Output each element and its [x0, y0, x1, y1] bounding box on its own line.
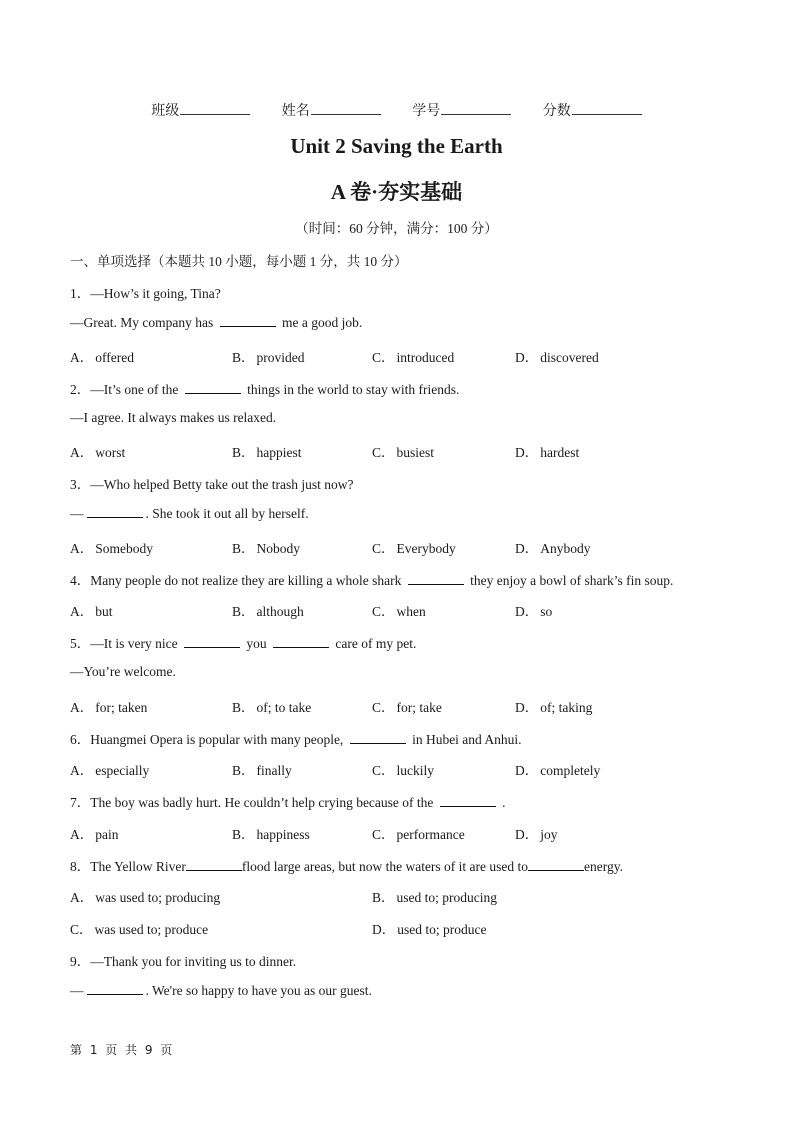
- name-field[interactable]: 姓名: [282, 100, 381, 120]
- question-text: . She took it out all by herself.: [145, 506, 309, 521]
- option-letter: B．: [232, 604, 255, 619]
- question-3-line: [70, 505, 309, 522]
- question-3-line: [70, 473, 353, 493]
- question-number: 5．: [70, 636, 91, 651]
- option-a[interactable]: [70, 441, 125, 461]
- option-letter: C．: [372, 445, 395, 460]
- option-text: hardest: [540, 445, 580, 460]
- option-text: Everybody: [396, 541, 456, 556]
- option-letter: C．: [372, 541, 395, 556]
- option-letter: D．: [515, 827, 539, 842]
- option-d[interactable]: [515, 600, 552, 620]
- option-a[interactable]: [70, 600, 113, 620]
- option-letter: C．: [372, 350, 395, 365]
- question-number: 1．: [70, 286, 91, 301]
- option-letter: A．: [70, 700, 94, 715]
- question-text: —It’s one of the: [90, 382, 182, 397]
- option-letter: B．: [232, 700, 255, 715]
- document-subtitle: A 卷·夯实基础: [330, 180, 463, 204]
- question-text: Huangmei Opera is popular with many people,: [90, 732, 347, 747]
- option-text: although: [256, 604, 304, 619]
- score-blank[interactable]: [572, 100, 642, 115]
- answer-blank[interactable]: [440, 794, 496, 807]
- option-letter: D．: [515, 445, 539, 460]
- page-footer: 第 1 页 共 9 页: [70, 1043, 175, 1057]
- option-text: completely: [540, 763, 601, 778]
- option-letter: A．: [70, 890, 94, 905]
- option-d[interactable]: [515, 759, 600, 779]
- time-info: （时间：60 分钟，满分：100 分）: [295, 221, 498, 236]
- question-number: 3．: [70, 477, 91, 492]
- option-letter: D．: [372, 922, 396, 937]
- option-text: happiest: [256, 445, 302, 460]
- question-number: 7．: [70, 795, 91, 810]
- question-text: .: [498, 795, 506, 810]
- option-text: for; take: [396, 700, 442, 715]
- option-letter: A．: [70, 350, 94, 365]
- option-c[interactable]: [372, 537, 456, 557]
- question-text: flood large areas, but now the waters of it are used to: [241, 859, 529, 874]
- answer-blank[interactable]: [528, 858, 584, 871]
- question-text: they enjoy a bowl of shark’s fin soup.: [466, 573, 674, 588]
- option-letter: C．: [372, 604, 395, 619]
- option-letter: A．: [70, 604, 94, 619]
- option-c[interactable]: [372, 600, 426, 620]
- option-letter: D．: [515, 604, 539, 619]
- question-2-line: [70, 378, 459, 398]
- option-letter: A．: [70, 445, 94, 460]
- option-text: for; taken: [95, 700, 148, 715]
- option-letter: B．: [232, 827, 255, 842]
- option-a[interactable]: [70, 759, 149, 779]
- option-b[interactable]: [232, 600, 304, 620]
- option-d[interactable]: [515, 537, 591, 557]
- answer-blank[interactable]: [408, 572, 464, 585]
- document-title: Unit 2 Saving the Earth: [290, 134, 503, 158]
- option-a[interactable]: [70, 696, 147, 716]
- score-field[interactable]: 分数: [543, 100, 642, 120]
- answer-blank[interactable]: [87, 505, 143, 518]
- option-text: happiness: [256, 827, 310, 842]
- answer-blank[interactable]: [184, 635, 240, 648]
- option-text: used to; produce: [397, 922, 487, 937]
- option-text: of; to take: [256, 700, 312, 715]
- question-text: —: [70, 983, 84, 998]
- option-text: especially: [95, 763, 150, 778]
- option-b[interactable]: [232, 823, 310, 843]
- question-text: . We're so happy to have you as our guest.: [145, 983, 372, 998]
- question-7-line: [70, 791, 506, 811]
- option-text: used to; producing: [396, 890, 498, 905]
- option-text: introduced: [396, 350, 455, 365]
- option-c[interactable]: [372, 759, 434, 779]
- question-number: 8．: [70, 859, 91, 874]
- question-text: —How’s it going, Tina?: [90, 286, 221, 301]
- question-9-line: [70, 982, 372, 999]
- question-9-line: [70, 950, 296, 970]
- question-text: energy.: [584, 859, 624, 874]
- option-text: so: [540, 604, 553, 619]
- option-d[interactable]: [515, 441, 579, 461]
- option-b[interactable]: [372, 886, 497, 906]
- question-2-line: [70, 410, 276, 426]
- option-letter: B．: [232, 763, 255, 778]
- option-letter: D．: [515, 541, 539, 556]
- option-letter: A．: [70, 827, 94, 842]
- option-a[interactable]: [70, 537, 153, 557]
- question-text: —: [70, 506, 84, 521]
- question-text: The Yellow River: [90, 859, 186, 874]
- question-text: me a good job.: [278, 315, 363, 330]
- option-b[interactable]: [232, 537, 300, 557]
- option-letter: B．: [372, 890, 395, 905]
- answer-blank[interactable]: [87, 982, 143, 995]
- question-text: —You’re welcome.: [70, 664, 176, 679]
- option-b[interactable]: [232, 441, 302, 461]
- option-c[interactable]: [70, 918, 208, 938]
- question-text: you: [242, 636, 270, 651]
- answer-blank[interactable]: [273, 635, 329, 648]
- option-letter: C．: [70, 922, 93, 937]
- option-b[interactable]: [232, 759, 292, 779]
- question-5-line: [70, 664, 176, 680]
- option-text: worst: [95, 445, 126, 460]
- option-letter: B．: [232, 445, 255, 460]
- option-letter: A．: [70, 541, 94, 556]
- question-8-line: [70, 855, 623, 875]
- option-letter: A．: [70, 763, 94, 778]
- option-text: provided: [256, 350, 305, 365]
- question-5-line: [70, 632, 416, 652]
- option-text: of; taking: [540, 700, 593, 715]
- name-blank[interactable]: [311, 100, 381, 115]
- option-letter: B．: [232, 350, 255, 365]
- option-a[interactable]: [70, 823, 119, 843]
- question-text: —It is very nice: [90, 636, 181, 651]
- option-d[interactable]: [372, 918, 486, 938]
- option-text: joy: [540, 827, 558, 842]
- section-heading: 一、单项选择（本题共 10 小题，每小题 1 分，共 10 分）: [70, 254, 408, 269]
- option-a[interactable]: [70, 886, 220, 906]
- option-text: when: [396, 604, 426, 619]
- question-number: 6．: [70, 732, 91, 747]
- answer-blank[interactable]: [220, 314, 276, 327]
- option-b[interactable]: [232, 696, 311, 716]
- option-text: busiest: [396, 445, 435, 460]
- option-text: Somebody: [95, 541, 154, 556]
- student-id-blank[interactable]: [441, 100, 511, 115]
- question-text: —Great. My company has: [70, 315, 217, 330]
- answer-blank[interactable]: [186, 858, 242, 871]
- question-4-line: [70, 569, 673, 589]
- question-text: —Who helped Betty take out the trash just now?: [90, 477, 354, 492]
- option-letter: D．: [515, 350, 539, 365]
- option-letter: B．: [232, 541, 255, 556]
- option-text: offered: [95, 350, 134, 365]
- option-c[interactable]: [372, 696, 442, 716]
- option-d[interactable]: [515, 823, 558, 843]
- question-text: in Hubei and Anhui.: [408, 732, 522, 747]
- option-text: was used to; producing: [95, 890, 221, 905]
- option-letter: C．: [372, 763, 395, 778]
- option-text: discovered: [540, 350, 599, 365]
- option-text: but: [95, 604, 113, 619]
- option-a[interactable]: [70, 346, 134, 366]
- class-blank[interactable]: [180, 100, 250, 115]
- option-c[interactable]: [372, 823, 465, 843]
- question-1-line: [70, 314, 362, 331]
- answer-blank[interactable]: [185, 381, 241, 394]
- option-letter: C．: [372, 827, 395, 842]
- question-1-line: [70, 282, 221, 302]
- student-info-row: [0, 100, 793, 120]
- question-text: care of my pet.: [331, 636, 417, 651]
- class-field[interactable]: 班级: [151, 100, 250, 120]
- option-text: pain: [95, 827, 119, 842]
- question-number: 4．: [70, 573, 91, 588]
- option-b[interactable]: [232, 346, 305, 366]
- question-text: things in the world to stay with friends.: [243, 382, 460, 397]
- question-text: The boy was badly hurt. He couldn’t help crying because of the: [90, 795, 437, 810]
- option-c[interactable]: [372, 441, 434, 461]
- option-text: Anybody: [540, 541, 591, 556]
- question-number: 2．: [70, 382, 91, 397]
- option-d[interactable]: [515, 696, 592, 716]
- option-letter: D．: [515, 700, 539, 715]
- option-text: performance: [396, 827, 465, 842]
- option-d[interactable]: [515, 346, 599, 366]
- question-text: Many people do not realize they are killing a whole shark: [90, 573, 405, 588]
- question-text: —Thank you for inviting us to dinner.: [90, 954, 297, 969]
- answer-blank[interactable]: [350, 731, 406, 744]
- question-text: —I agree. It always makes us relaxed.: [70, 410, 277, 425]
- question-6-line: [70, 728, 522, 748]
- option-text: luckily: [396, 763, 435, 778]
- option-letter: C．: [372, 700, 395, 715]
- option-c[interactable]: [372, 346, 454, 366]
- question-number: 9．: [70, 954, 91, 969]
- option-text: finally: [256, 763, 292, 778]
- option-text: was used to; produce: [94, 922, 209, 937]
- option-text: Nobody: [256, 541, 301, 556]
- option-letter: D．: [515, 763, 539, 778]
- student-id-field[interactable]: 学号: [412, 100, 511, 120]
